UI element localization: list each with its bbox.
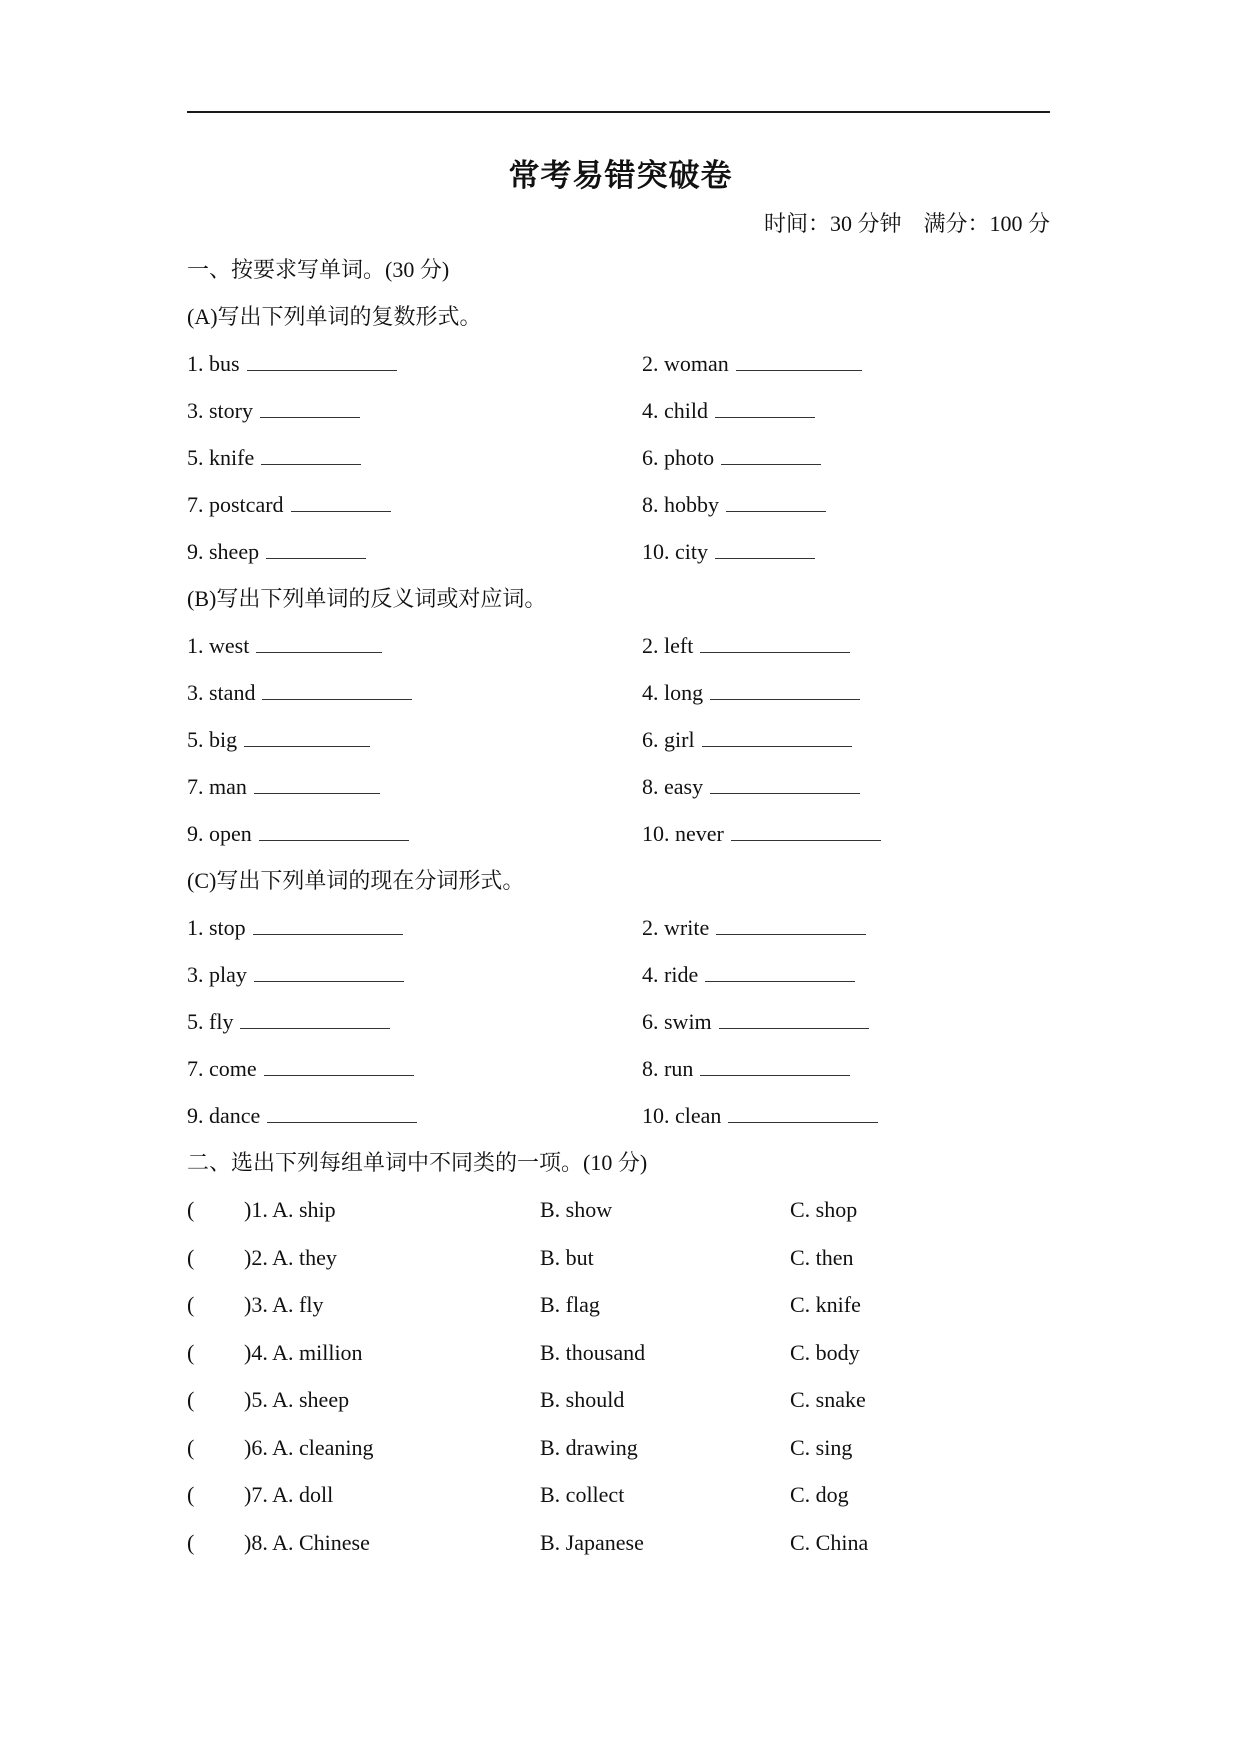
answer-blank[interactable] (731, 820, 881, 841)
word-item (187, 349, 397, 379)
word-item (187, 490, 391, 520)
word-item (642, 537, 815, 567)
word-label: 5. fly (187, 1009, 234, 1034)
word-item (642, 678, 860, 708)
option-c: C. knife (790, 1292, 861, 1317)
word-item (187, 960, 404, 990)
answer-paren-open[interactable]: ( (187, 1339, 195, 1365)
answer-blank[interactable] (247, 350, 397, 371)
partB-instruction: (B)写出下列单词的反义词或对应词。 (187, 586, 547, 611)
word-label: 9. open (187, 821, 252, 846)
partA-instruction: (A)写出下列单词的复数形式。 (187, 304, 482, 329)
word-label: 10. city (642, 539, 708, 564)
answer-blank[interactable] (736, 350, 862, 371)
word-label: 6. photo (642, 445, 715, 470)
answer-blank[interactable] (702, 726, 852, 747)
option-a: )6. A. cleaning (244, 1434, 374, 1460)
answer-blank[interactable] (253, 914, 403, 935)
option-b: B. flag (540, 1292, 600, 1317)
option-b: B. thousand (540, 1339, 646, 1365)
answer-blank[interactable] (715, 397, 815, 418)
word-label: 4. child (642, 398, 708, 423)
answer-blank[interactable] (726, 491, 826, 512)
word-item (642, 349, 862, 379)
option-a: )1. A. ship (244, 1197, 336, 1222)
word-item (642, 1007, 869, 1037)
word-label: 6. girl (642, 727, 695, 752)
word-label: 3. play (187, 962, 247, 987)
answer-paren-open[interactable]: ( (187, 1529, 195, 1555)
word-label: 2. woman (642, 351, 729, 376)
partC-instruction: (C)写出下列单词的现在分词形式。 (187, 868, 525, 893)
word-item (642, 819, 881, 849)
word-label: 3. stand (187, 680, 256, 705)
word-label: 2. left (642, 633, 694, 658)
word-item (642, 960, 855, 990)
option-c: C. dog (790, 1482, 849, 1507)
answer-blank[interactable] (700, 1055, 850, 1076)
option-c: C. then (790, 1244, 854, 1270)
option-c: C. sing (790, 1434, 853, 1460)
word-item (187, 1054, 414, 1084)
word-item (187, 772, 380, 802)
answer-blank[interactable] (256, 632, 382, 653)
word-item (642, 443, 821, 473)
option-b: B. but (540, 1244, 594, 1270)
word-item (642, 1101, 878, 1131)
word-label: 5. big (187, 727, 238, 752)
word-label: 4. long (642, 680, 704, 705)
answer-blank[interactable] (254, 961, 404, 982)
answer-paren-open[interactable]: ( (187, 1244, 195, 1270)
section2-heading: 二、选出下列每组单词中不同类的一项。(10 分) (187, 1150, 648, 1175)
option-a: )2. A. they (244, 1244, 337, 1270)
word-item (187, 1101, 417, 1131)
word-label: 8. hobby (642, 492, 719, 517)
word-label: 1. bus (187, 351, 240, 376)
word-item (642, 396, 815, 426)
word-item (187, 1007, 390, 1037)
option-b: B. collect (540, 1482, 625, 1507)
word-item (187, 443, 361, 473)
answer-blank[interactable] (240, 1008, 390, 1029)
word-item (642, 913, 866, 943)
answer-blank[interactable] (715, 538, 815, 559)
word-item (187, 913, 403, 943)
word-label: 8. run (642, 1056, 694, 1081)
answer-blank[interactable] (710, 773, 860, 794)
word-label: 7. postcard (187, 492, 284, 517)
answer-blank[interactable] (721, 444, 821, 465)
word-label: 3. story (187, 398, 253, 423)
option-c: C. body (790, 1339, 860, 1365)
answer-blank[interactable] (716, 914, 866, 935)
word-label: 6. swim (642, 1009, 712, 1034)
option-c: C. snake (790, 1387, 866, 1412)
word-label: 8. easy (642, 774, 704, 799)
option-b: B. should (540, 1387, 625, 1412)
answer-blank[interactable] (264, 1055, 414, 1076)
answer-paren-open[interactable]: ( (187, 1482, 195, 1507)
answer-paren-open[interactable]: ( (187, 1197, 195, 1222)
word-label: 2. write (642, 915, 710, 940)
word-label: 10. never (642, 821, 724, 846)
answer-blank[interactable] (291, 491, 391, 512)
answer-paren-open[interactable]: ( (187, 1434, 195, 1460)
word-item (642, 1054, 850, 1084)
answer-blank[interactable] (710, 679, 860, 700)
answer-blank[interactable] (261, 444, 361, 465)
word-item (187, 678, 412, 708)
word-label: 7. come (187, 1056, 257, 1081)
answer-blank[interactable] (700, 632, 850, 653)
answer-blank[interactable] (259, 820, 409, 841)
exam-meta: 时间：30 分钟 满分：100 分 (763, 211, 1050, 236)
option-a: )4. A. million (244, 1339, 363, 1365)
word-item (187, 631, 382, 661)
answer-blank[interactable] (254, 773, 380, 794)
answer-blank[interactable] (244, 726, 370, 747)
answer-blank[interactable] (262, 679, 412, 700)
option-c: C. shop (790, 1197, 858, 1222)
option-a: )3. A. fly (244, 1292, 324, 1317)
option-a: )5. A. sheep (244, 1387, 350, 1412)
header-rule (187, 111, 1050, 113)
word-label: 9. sheep (187, 539, 260, 564)
answer-paren-open[interactable]: ( (187, 1387, 195, 1412)
answer-blank[interactable] (266, 538, 366, 559)
word-label: 10. clean (642, 1103, 722, 1128)
option-b: B. show (540, 1197, 613, 1222)
word-item (187, 725, 370, 755)
word-label: 4. ride (642, 962, 699, 987)
option-a: )8. A. Chinese (244, 1529, 370, 1555)
word-item (642, 631, 850, 661)
answer-blank[interactable] (267, 1102, 417, 1123)
section1-heading: 一、按要求写单词。(30 分) (187, 257, 450, 282)
answer-blank[interactable] (260, 397, 360, 418)
option-b: B. drawing (540, 1434, 638, 1460)
answer-blank[interactable] (728, 1102, 878, 1123)
word-item (187, 396, 360, 426)
word-item (642, 772, 860, 802)
option-a: )7. A. doll (244, 1482, 334, 1507)
word-label: 9. dance (187, 1103, 261, 1128)
answer-blank[interactable] (705, 961, 855, 982)
word-label: 1. stop (187, 915, 246, 940)
word-item (187, 537, 366, 567)
option-b: B. Japanese (540, 1529, 644, 1555)
word-item (642, 725, 852, 755)
word-label: 1. west (187, 633, 250, 658)
page-title: 常考易错突破卷 (508, 158, 733, 193)
word-label: 7. man (187, 774, 247, 799)
option-c: C. China (790, 1529, 869, 1555)
answer-paren-open[interactable]: ( (187, 1292, 195, 1317)
word-label: 5. knife (187, 445, 255, 470)
word-item (642, 490, 826, 520)
word-item (187, 819, 409, 849)
answer-blank[interactable] (719, 1008, 869, 1029)
